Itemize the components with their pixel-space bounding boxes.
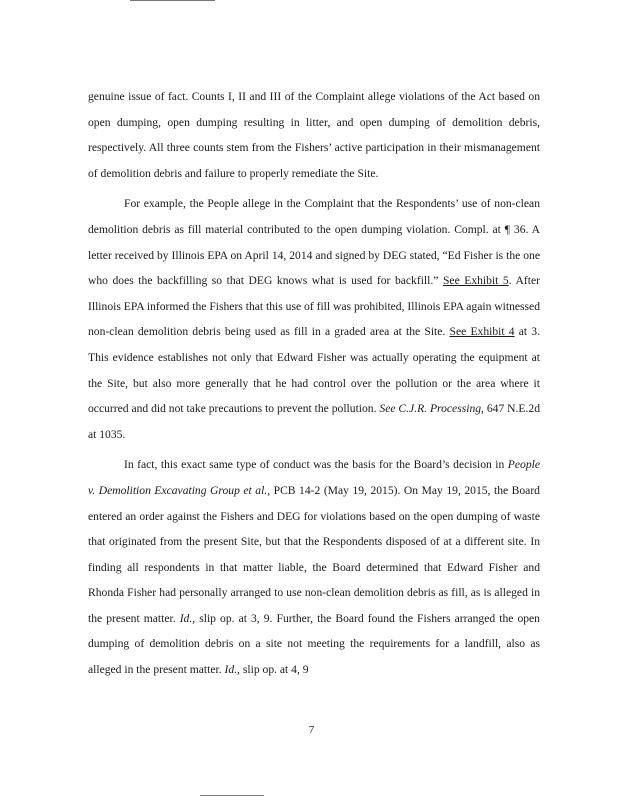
text-segment: slip op. at 4, 9 (239, 663, 309, 677)
text-segment: In fact, this exact same type of conduct was the basis for the Board’s decision in (124, 458, 508, 472)
exhibit-reference: See Exhibit 4 (449, 325, 515, 339)
text-segment: genuine issue of fact. Counts I, II and III of the Complaint allege violations of the Act based on open dumping, open dumping resulting in litter, and open dumping of demolition debris, respectively. All three counts stem from the Fishers’ active participation in their mismanagement of demolition debris and failure to properly remediate the Site. (88, 90, 540, 180)
paragraph-1 (88, 84, 540, 186)
scan-artifact-top (130, 0, 215, 1)
case-citation: See C.J.R. Processing, (379, 402, 484, 416)
page-number: 7 (308, 724, 315, 736)
text-segment: 647 N.E.2d at 1035. (88, 402, 540, 441)
text-segment: at 3. This evidence establishes not only that Edward Fisher was actually operating the equipment at the Site, but also more generally that he had control over the pollution or the area where it occurred and did not take precautions to prevent the pollution. (88, 325, 540, 416)
text-segment: For example, the People allege in the Complaint that the Respondents’ use of non-clean demolition debris as fill material contributed to the open dumping violation. Compl. at ¶ 36. A letter received by Illinois EPA on April 14, 2014 and signed by DEG stated, “Ed Fisher is the one who does the backfilling so that DEG knows what is used for backfill.” (88, 197, 540, 288)
body-text (88, 84, 540, 683)
case-citation: People v. Demolition Excavating Group et al., (88, 458, 540, 497)
scan-artifact-bottom (200, 795, 264, 796)
paragraph-2 (88, 191, 540, 447)
paragraph-3 (88, 452, 540, 682)
case-citation: Id., (179, 611, 196, 625)
text-segment: PCB 14-2 (May 19, 2015). On May 19, 2015, the Board entered an order against the Fishers and DEG for violations based on the open dumping of waste that originated from the present Site, but that the Respondents disposed of at a different site. In finding all respondents in that matter liable, the Board determined that Edward Fisher and Rhonda Fisher had personally arranged to use non-clean demolition debris as fill, as is alleged in the present matter. (88, 483, 540, 625)
case-citation: Id., (224, 663, 240, 677)
text-segment: slip op. at 3, 9. Further, the Board found the Fishers arranged the open dumping of demolition debris on a site not meeting the requirements for a landfill, also as alleged in the present matter. (88, 611, 540, 677)
exhibit-reference: See Exhibit 5 (442, 274, 509, 288)
text-segment: . After Illinois EPA informed the Fishers that this use of fill was prohibited, Illinois EPA again witnessed non-clean demolition debris being used as fill in a graded area at the Site. (88, 274, 540, 339)
